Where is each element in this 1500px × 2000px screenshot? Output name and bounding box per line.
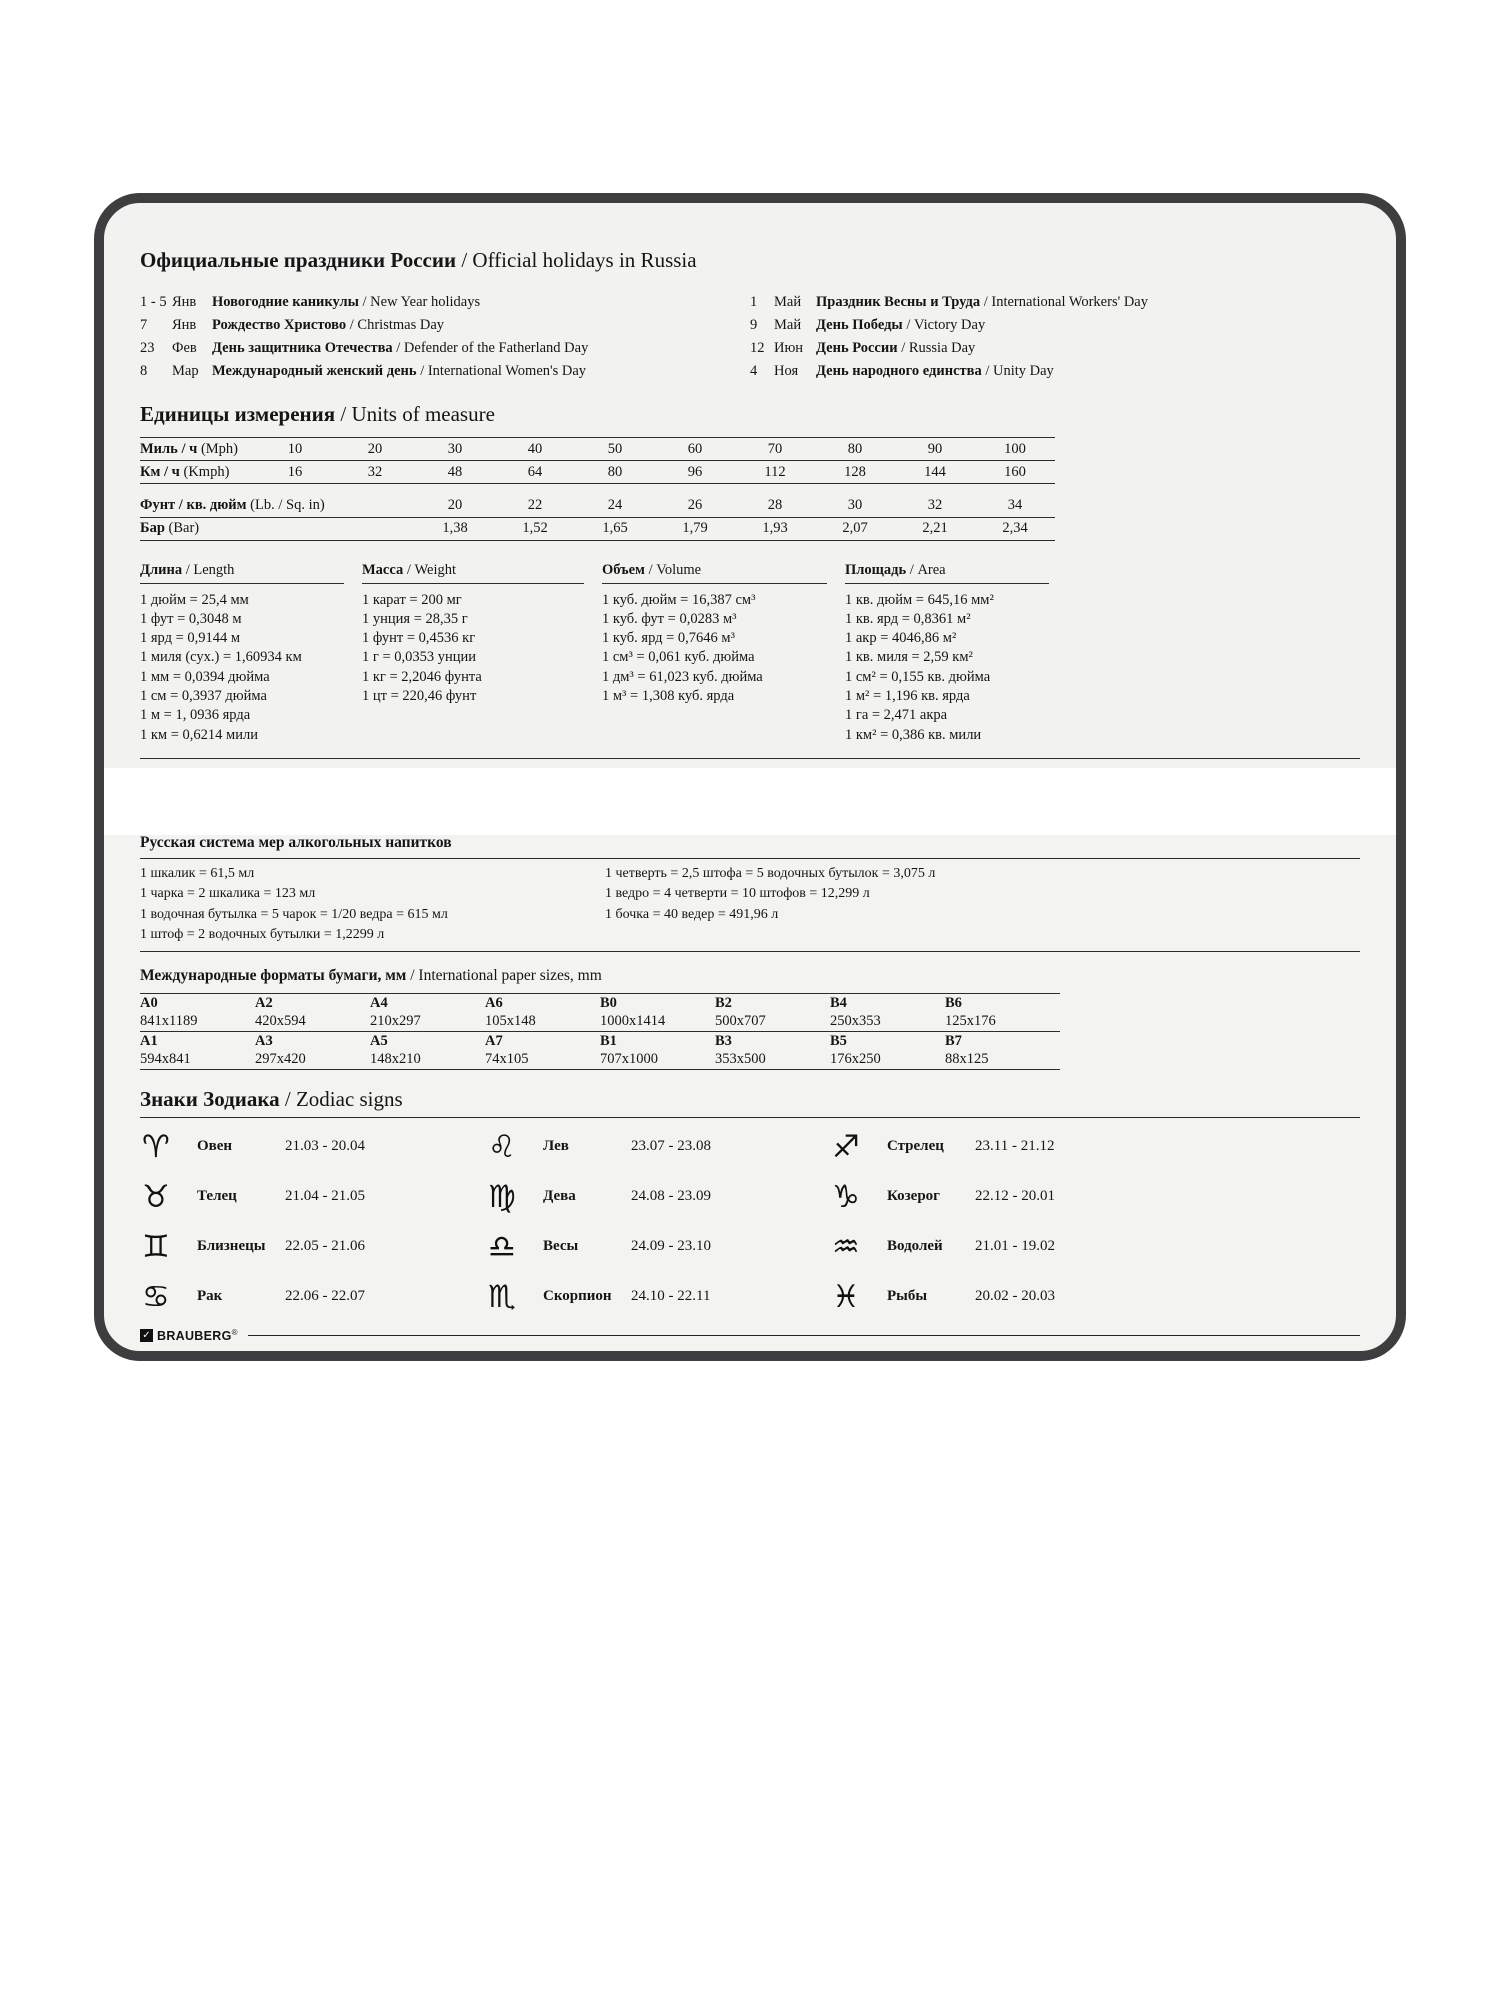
zodiac-dates: 22.12 - 20.01 xyxy=(975,1188,1055,1205)
paper-format: A3 xyxy=(255,1032,273,1049)
zodiac-dates: 20.02 - 20.03 xyxy=(975,1288,1055,1305)
conversion-line: 1 км² = 0,386 кв. мили xyxy=(845,726,982,743)
zodiac-dates: 22.05 - 21.06 xyxy=(285,1238,365,1255)
holiday-name-en: / New Year holidays xyxy=(362,294,481,310)
column-title-ru: Площадь xyxy=(845,561,907,578)
units-title-en: / Units of measure xyxy=(340,402,495,426)
virgo-icon: ♍ xyxy=(488,1178,516,1215)
holiday-day: 1 xyxy=(750,294,758,310)
holiday-name xyxy=(816,314,985,337)
taurus-icon: ♉ xyxy=(142,1178,170,1215)
length-column-title xyxy=(140,561,344,584)
footer xyxy=(140,1328,1360,1343)
paper-format: B4 xyxy=(830,994,847,1011)
zodiac-name: Близнецы xyxy=(197,1238,266,1255)
zodiac-dates: 21.01 - 19.02 xyxy=(975,1238,1055,1255)
zodiac-sign-gemini xyxy=(142,1222,480,1272)
conversion-line: 1 дм³ = 61,023 куб. дюйма xyxy=(602,668,763,685)
zodiac-dates: 21.03 - 20.04 xyxy=(285,1138,365,1155)
table-cell: 1,79 xyxy=(655,517,735,540)
zodiac-column-1 xyxy=(140,1122,480,1322)
holiday-name-ru: Праздник Весны и Труда xyxy=(816,294,981,310)
holiday-day: 9 xyxy=(750,317,758,333)
holiday-month: Ноя xyxy=(774,363,799,379)
alcohol-right-column xyxy=(605,864,935,946)
row-label-ru: Фунт / кв. дюйм xyxy=(140,496,247,513)
holiday-month: Фев xyxy=(172,340,197,356)
conversion-line: 1 см = 0,3937 дюйма xyxy=(140,687,267,704)
paper-format: A1 xyxy=(140,1032,158,1049)
divider xyxy=(140,1117,1360,1118)
table-cell: 2,07 xyxy=(815,517,895,540)
paper-size: 250x353 xyxy=(830,1012,945,1031)
conversion-line: 1 ярд = 0,9144 м xyxy=(140,630,241,647)
zodiac-name: Рак xyxy=(197,1288,223,1305)
conversion-line: 1 куб. фут = 0,0283 м³ xyxy=(602,610,737,627)
holiday-name-ru: День России xyxy=(816,340,898,356)
paper-format: A7 xyxy=(485,1032,503,1049)
conversion-line: 1 м² = 1,196 кв. ярда xyxy=(845,687,970,704)
zodiac-name: Водолей xyxy=(887,1238,943,1255)
table-cell: 30 xyxy=(415,438,495,461)
zodiac-name: Скорпион xyxy=(543,1288,612,1305)
holiday-month: Янв xyxy=(172,317,197,333)
paper-format: B2 xyxy=(715,994,732,1011)
table-row xyxy=(140,1031,1060,1050)
zodiac-sign-cancer xyxy=(142,1272,480,1322)
paper-format: B3 xyxy=(715,1032,732,1049)
weight-lines xyxy=(362,591,584,707)
units-title-ru: Единицы измерения xyxy=(140,402,336,426)
zodiac-title-en: / Zodiac signs xyxy=(284,1086,403,1111)
zodiac-sign-aries xyxy=(142,1122,480,1172)
holiday-name-en: / Christmas Day xyxy=(349,317,445,333)
paper-size: 105x148 xyxy=(485,1012,600,1031)
alcohol-line: 1 бочка = 40 ведер = 491,96 л xyxy=(605,906,779,922)
footer-rule xyxy=(248,1335,1360,1336)
row-label xyxy=(140,461,255,484)
conversion-line: 1 га = 2,471 акра xyxy=(845,707,948,724)
units-section xyxy=(140,401,1360,759)
zodiac-sign-virgo xyxy=(488,1172,820,1222)
conversion-line: 1 карат = 200 мг xyxy=(362,591,462,608)
conversion-line: 1 кв. дюйм = 645,16 мм² xyxy=(845,591,994,608)
paper-format: A6 xyxy=(485,994,503,1011)
holiday-name-en: / International Women's Day xyxy=(420,363,587,379)
paper-title-en: / International paper sizes, mm xyxy=(410,966,602,984)
holiday-day: 1 - 5 xyxy=(140,294,167,310)
table-cell: 22 xyxy=(495,494,575,517)
holiday-day: 12 xyxy=(750,340,765,356)
paper-format: A0 xyxy=(140,994,158,1011)
table-row xyxy=(140,993,1060,1012)
zodiac-name: Стрелец xyxy=(887,1138,944,1155)
pressure-conversion-table xyxy=(140,494,1055,541)
aquarius-icon: ♒ xyxy=(832,1228,860,1265)
divider xyxy=(140,951,1360,952)
zodiac-name: Козерог xyxy=(887,1188,940,1205)
zodiac-sign-capricorn xyxy=(832,1172,1360,1222)
holiday-name-ru: День защитника Отечества xyxy=(212,340,393,356)
zodiac-section xyxy=(140,1086,1360,1322)
row-label-ru: Миль / ч xyxy=(140,440,198,457)
conversion-line: 1 г = 0,0353 унции xyxy=(362,649,477,666)
holiday-name xyxy=(816,291,1148,314)
table-cell: 50 xyxy=(575,438,655,461)
column-title-ru: Длина xyxy=(140,561,183,578)
table-cell: 90 xyxy=(895,438,975,461)
paper-size: 297x420 xyxy=(255,1050,370,1069)
zodiac-sign-leo xyxy=(488,1122,820,1172)
conversion-line: 1 фут = 0,3048 м xyxy=(140,610,242,627)
row-label xyxy=(140,438,255,461)
zodiac-dates: 24.10 - 22.11 xyxy=(631,1288,711,1305)
area-column-title xyxy=(845,561,1049,584)
zodiac-sign-libra xyxy=(488,1222,820,1272)
conversion-line: 1 кв. ярд = 0,8361 м² xyxy=(845,610,971,627)
table-row xyxy=(140,438,1055,461)
holiday-month: Май xyxy=(774,317,802,333)
paper-title-ru: Международные форматы бумаги, мм xyxy=(140,966,407,984)
conversion-line: 1 см³ = 0,061 куб. дюйма xyxy=(602,649,755,666)
row-label-note: (Kmph) xyxy=(183,463,230,480)
row-label-note: (Lb. / Sq. in) xyxy=(250,496,325,513)
table-cell: 28 xyxy=(735,494,815,517)
holiday-name-en: / Defender of the Fatherland Day xyxy=(396,340,589,356)
holiday-name-en: / International Workers' Day xyxy=(983,294,1148,310)
holidays-right-column xyxy=(750,291,1360,383)
holiday-name-ru: Новогодние каникулы xyxy=(212,294,359,310)
zodiac-sign-taurus xyxy=(142,1172,480,1222)
zodiac-dates: 21.04 - 21.05 xyxy=(285,1188,365,1205)
table-row xyxy=(140,461,1055,484)
conversion-line: 1 куб. дюйм = 16,387 см³ xyxy=(602,591,756,608)
holiday-row xyxy=(140,314,750,337)
column-title-en: / Volume xyxy=(648,561,702,578)
table-cell: 80 xyxy=(575,461,655,484)
sagittarius-icon: ♐ xyxy=(832,1128,860,1165)
paper-size: 125x176 xyxy=(945,1012,1060,1031)
conversion-line: 1 куб. ярд = 0,7646 м³ xyxy=(602,630,735,647)
holiday-day: 7 xyxy=(140,317,148,333)
holiday-row xyxy=(140,291,750,314)
holiday-row xyxy=(750,291,1360,314)
paper-size: 841x1189 xyxy=(140,1012,255,1031)
paper-size: 74x105 xyxy=(485,1050,600,1069)
holiday-row xyxy=(140,337,750,360)
holiday-name xyxy=(816,360,1054,383)
paper-size: 148x210 xyxy=(370,1050,485,1069)
table-row xyxy=(140,1050,1060,1069)
holiday-name xyxy=(816,337,975,360)
zodiac-grid xyxy=(140,1122,1360,1322)
leo-icon: ♌ xyxy=(488,1128,516,1165)
alcohol-measures-section xyxy=(140,833,1360,952)
paper-sizes-section xyxy=(140,966,1360,1070)
holidays-section xyxy=(140,247,1360,383)
volume-column-title xyxy=(602,561,827,584)
table-cell: 80 xyxy=(815,438,895,461)
paper-format: A4 xyxy=(370,994,388,1011)
table-row xyxy=(140,1012,1060,1031)
length-column xyxy=(140,561,362,745)
alcohol-line: 1 шкалик = 61,5 мл xyxy=(140,865,255,881)
holiday-row xyxy=(750,337,1360,360)
gemini-icon: ♊ xyxy=(142,1228,170,1265)
conversion-line: 1 цт = 220,46 фунт xyxy=(362,687,477,704)
brauberg-logo-icon xyxy=(140,1329,153,1342)
table-cell: 20 xyxy=(415,494,495,517)
table-cell: 32 xyxy=(895,494,975,517)
row-label xyxy=(140,517,415,540)
table-cell: 40 xyxy=(495,438,575,461)
column-title-en: / Area xyxy=(909,561,946,578)
paper-format: B5 xyxy=(830,1032,847,1049)
holiday-row xyxy=(750,360,1360,383)
table-cell: 2,21 xyxy=(895,517,975,540)
holiday-month: Май xyxy=(774,294,802,310)
holiday-name xyxy=(212,337,588,360)
zodiac-name: Телец xyxy=(197,1188,237,1205)
table-cell: 112 xyxy=(735,461,815,484)
holiday-name xyxy=(212,360,586,383)
zodiac-dates: 23.11 - 21.12 xyxy=(975,1138,1055,1155)
paper-size: 1000x1414 xyxy=(600,1012,715,1031)
row-label-ru: Бар xyxy=(140,520,165,536)
table-cell: 70 xyxy=(735,438,815,461)
table-cell: 1,52 xyxy=(495,517,575,540)
registered-mark: ® xyxy=(231,1327,238,1337)
scorpio-icon: ♏ xyxy=(488,1278,516,1315)
alcohol-line: 1 ведро = 4 четверти = 10 штофов = 12,299 л xyxy=(605,886,870,902)
paper-size: 210x297 xyxy=(370,1012,485,1031)
conversion-line: 1 см² = 0,155 кв. дюйма xyxy=(845,668,991,685)
holiday-month: Янв xyxy=(172,294,197,310)
zodiac-sign-sagittarius xyxy=(832,1122,1360,1172)
brand-text: BRAUBERG xyxy=(157,1329,232,1344)
table-cell: 24 xyxy=(575,494,655,517)
table-cell: 1,93 xyxy=(735,517,815,540)
zodiac-dates: 23.07 - 23.08 xyxy=(631,1138,711,1155)
table-cell: 144 xyxy=(895,461,975,484)
section-divider xyxy=(140,758,1360,759)
zodiac-dates: 24.08 - 23.09 xyxy=(631,1188,711,1205)
alcohol-line: 1 штоф = 2 водочных бутылки = 1,2299 л xyxy=(140,927,385,943)
holiday-name-ru: Рождество Христово xyxy=(212,317,347,333)
volume-lines xyxy=(602,591,827,707)
paper-format: A2 xyxy=(255,994,273,1011)
conversion-line: 1 фунт = 0,4536 кг xyxy=(362,630,476,647)
holiday-name xyxy=(212,314,444,337)
holidays-left-column xyxy=(140,291,750,383)
paper-format: B7 xyxy=(945,1032,962,1049)
paper-format: A5 xyxy=(370,1032,388,1049)
zodiac-name: Весы xyxy=(543,1238,579,1255)
conversion-line: 1 м³ = 1,308 куб. ярда xyxy=(602,687,735,704)
paper-format: B6 xyxy=(945,994,962,1011)
zodiac-dates: 22.06 - 22.07 xyxy=(285,1288,365,1305)
table-cell: 64 xyxy=(495,461,575,484)
row-label-note: (Bar) xyxy=(168,520,200,536)
check-glyph: ✓ xyxy=(142,1329,151,1341)
paper-format: B1 xyxy=(600,1032,617,1049)
conversion-line: 1 унция = 28,35 г xyxy=(362,610,468,627)
paper-size: 707x1000 xyxy=(600,1050,715,1069)
paper-format: B0 xyxy=(600,994,617,1011)
brand-name xyxy=(157,1328,238,1343)
paper-size: 420x594 xyxy=(255,1012,370,1031)
holiday-name-ru: День Победы xyxy=(816,317,903,333)
area-lines xyxy=(845,591,1049,745)
holidays-list xyxy=(140,291,1360,383)
paper-size: 353x500 xyxy=(715,1050,830,1069)
table-cell: 60 xyxy=(655,438,735,461)
cancer-icon: ♋ xyxy=(142,1278,170,1315)
zodiac-name: Дева xyxy=(543,1188,576,1205)
paper-size: 500x707 xyxy=(715,1012,830,1031)
alcohol-line: 1 чарка = 2 шкалика = 123 мл xyxy=(140,886,316,902)
holidays-title xyxy=(140,247,1360,273)
column-title-en: / Weight xyxy=(406,561,457,578)
paper-size: 88x125 xyxy=(945,1050,1060,1069)
alcohol-line: 1 четверть = 2,5 штофа = 5 водочных бутылок = 3,075 л xyxy=(605,865,936,881)
holiday-month: Мар xyxy=(172,363,199,379)
column-title-ru: Масса xyxy=(362,561,404,578)
holidays-title-ru: Официальные праздники России xyxy=(140,248,457,272)
holiday-month: Июн xyxy=(774,340,804,356)
row-label xyxy=(140,494,415,517)
table-cell: 26 xyxy=(655,494,735,517)
volume-column xyxy=(602,561,845,745)
zodiac-name: Рыбы xyxy=(887,1288,928,1305)
holidays-title-en: / Official holidays in Russia xyxy=(461,248,697,272)
row-label-ru: Км / ч xyxy=(140,463,180,480)
holiday-name-ru: День народного единства xyxy=(816,363,982,379)
column-title-ru: Объем xyxy=(602,561,645,578)
aries-icon: ♈ xyxy=(142,1128,170,1165)
conversion-line: 1 миля (сух.) = 1,60934 км xyxy=(140,649,302,666)
paper-size: 594x841 xyxy=(140,1050,255,1069)
conversion-line: 1 кг = 2,2046 фунта xyxy=(362,668,482,685)
holiday-name-en: / Victory Day xyxy=(906,317,986,333)
alcohol-left-column xyxy=(140,864,605,946)
table-cell: 1,38 xyxy=(415,517,495,540)
conversion-line: 1 км = 0,6214 мили xyxy=(140,726,258,743)
paper-sizes-table xyxy=(140,993,1060,1070)
holiday-day: 23 xyxy=(140,340,155,356)
holiday-day: 8 xyxy=(140,363,148,379)
conversion-line: 1 дюйм = 25,4 мм xyxy=(140,591,249,608)
divider xyxy=(140,858,1360,859)
weight-column-title xyxy=(362,561,584,584)
table-cell: 128 xyxy=(815,461,895,484)
holiday-row xyxy=(140,360,750,383)
area-column xyxy=(845,561,1067,745)
units-title xyxy=(140,401,1360,427)
table-cell: 100 xyxy=(975,438,1055,461)
table-cell: 20 xyxy=(335,438,415,461)
row-label-note: (Mph) xyxy=(200,440,238,457)
zodiac-column-2 xyxy=(480,1122,820,1322)
zodiac-sign-scorpio xyxy=(488,1272,820,1322)
alcohol-title: Русская система мер алкогольных напитков xyxy=(140,833,452,851)
paper-title xyxy=(140,966,1360,986)
holiday-name xyxy=(212,291,480,314)
length-lines xyxy=(140,591,344,745)
table-cell: 48 xyxy=(415,461,495,484)
table-cell: 16 xyxy=(255,461,335,484)
pisces-icon: ♓ xyxy=(832,1278,860,1315)
table-cell: 1,65 xyxy=(575,517,655,540)
conversion-line: 1 мм = 0,0394 дюйма xyxy=(140,668,270,685)
table-row xyxy=(140,494,1055,517)
planner-reference-page xyxy=(94,193,1406,1361)
holiday-name-ru: Международный женский день xyxy=(212,363,417,379)
holiday-name-en: / Unity Day xyxy=(985,363,1054,379)
table-cell: 160 xyxy=(975,461,1055,484)
zodiac-dates: 24.09 - 23.10 xyxy=(631,1238,711,1255)
alcohol-line: 1 водочная бутылка = 5 чарок = 1/20 ведра = 615 мл xyxy=(140,906,448,922)
zodiac-title xyxy=(140,1086,1360,1112)
table-cell: 2,34 xyxy=(975,517,1055,540)
table-row xyxy=(140,517,1055,540)
column-title-en: / Length xyxy=(185,561,235,578)
holiday-day: 4 xyxy=(750,363,758,379)
conversion-line: 1 акр = 4046,86 м² xyxy=(845,630,957,647)
table-cell: 30 xyxy=(815,494,895,517)
zodiac-column-3 xyxy=(820,1122,1360,1322)
zodiac-name: Лев xyxy=(543,1138,569,1155)
conversion-line: 1 кв. миля = 2,59 км² xyxy=(845,649,973,666)
table-cell: 10 xyxy=(255,438,335,461)
zodiac-title-ru: Знаки Зодиака xyxy=(140,1086,280,1111)
paper-size: 176x250 xyxy=(830,1050,945,1069)
conversion-line: 1 м = 1, 0936 ярда xyxy=(140,707,251,724)
speed-conversion-table xyxy=(140,437,1055,484)
conversion-columns xyxy=(140,561,1360,745)
zodiac-name: Овен xyxy=(197,1138,233,1155)
table-cell: 34 xyxy=(975,494,1055,517)
table-cell: 96 xyxy=(655,461,735,484)
alcohol-list xyxy=(140,864,1360,946)
holiday-name-en: / Russia Day xyxy=(901,340,976,356)
weight-column xyxy=(362,561,602,745)
zodiac-sign-aquarius xyxy=(832,1222,1360,1272)
table-cell: 32 xyxy=(335,461,415,484)
zodiac-sign-pisces xyxy=(832,1272,1360,1322)
libra-icon: ♎ xyxy=(488,1228,516,1265)
capricorn-icon: ♑ xyxy=(832,1178,860,1215)
holiday-row xyxy=(750,314,1360,337)
